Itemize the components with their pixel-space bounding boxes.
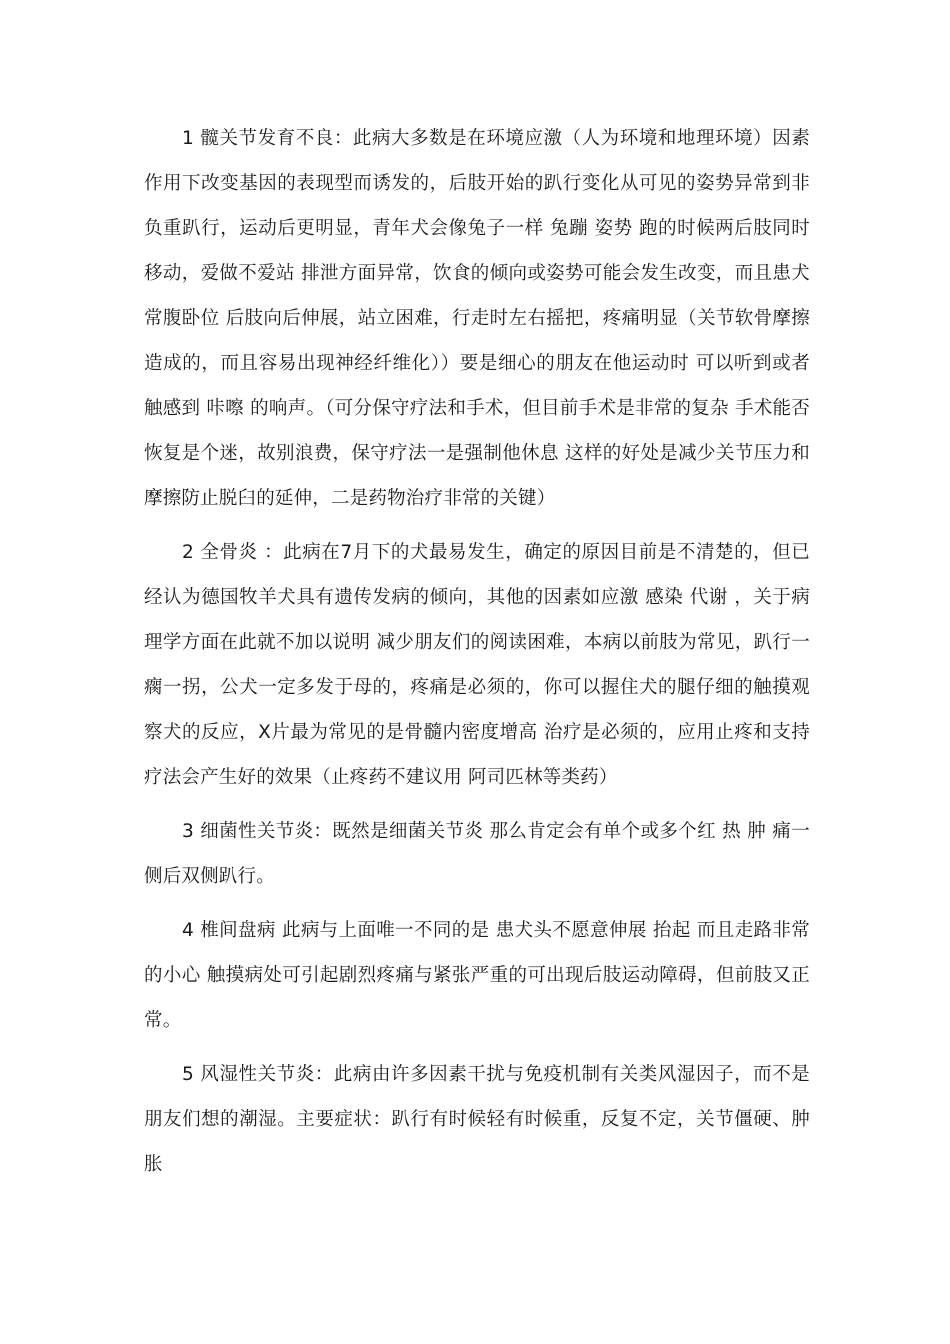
paragraph-panosteitis: 2 全骨炎 ：此病在7月下的犬最易发生，确定的原因目前是不清楚的，但已经认为德国牧羊犬具有遗传发病的倾向，其他的因素如应激 感染 代谢 ，关于病理学方面在此就不加以说明 减少朋友们的阅读困难，本病以前肢为常见，趴行一瘸一拐，公犬一定多发于母的，疼痛是必须的，你可以握住犬的腿仔细的触摸观察犬的反应，X片最为常见的是骨髓内密度增高 治疗是必须的，应用止疼和支持疗法会产生好的效果（止疼药不建议用 阿司匹林等类药） [144,542,810,788]
document-body [144,116,810,1196]
paragraph-hip-dysplasia: 1 髋关节发育不良：此病大多数是在环境应激（人为环境和地理环境）因素作用下改变基因的表现型而诱发的，后肢开始的趴行变化从可见的姿势异常到非负重趴行，运动后更明显，青年犬会像兔子一样 兔蹦 姿势 跑的时候两后肢同时移动，爱做不爱站 排泄方面异常，饮食的倾向或姿势可能会发生改变，而且患犬常腹卧位 后肢向后伸展，站立困难，行走时左右摇把，疼痛明显（关节软骨摩擦造成的，而且容易出现神经纤维化））要是细心的朋友在他运动时 可以听到或者触感到 咔嚓 的响声。（可分保守疗法和手术，但目前手术是非常的复杂 手术能否恢复是个迷，故别浪费，保守疗法一是强制他休息 这样的好处是减少关节压力和摩擦防止脱臼的延伸，二是药物治疗非常的关键） [144,128,810,509]
paragraph-rheumatoid-arthritis: 5 风湿性关节炎：此病由许多因素干扰与免疫机制有关类风湿因子，而不是朋友们想的潮湿。主要症状：趴行有时候轻有时候重，反复不定，关节僵硬、肿胀 [144,1064,810,1175]
paragraph-disc-disease: 4 椎间盘病 此病与上面唯一不同的是 患犬头不愿意伸展 抬起 而且走路非常的小心 触摸病处可引起剧烈疼痛与紧张严重的可出现后肢运动障碍，但前肢又正常。 [144,920,810,1031]
paragraph-bacterial-arthritis: 3 细菌性关节炎：既然是细菌关节炎 那么肯定会有单个或多个红 热 肿 痛一侧后双侧趴行。 [144,821,810,887]
